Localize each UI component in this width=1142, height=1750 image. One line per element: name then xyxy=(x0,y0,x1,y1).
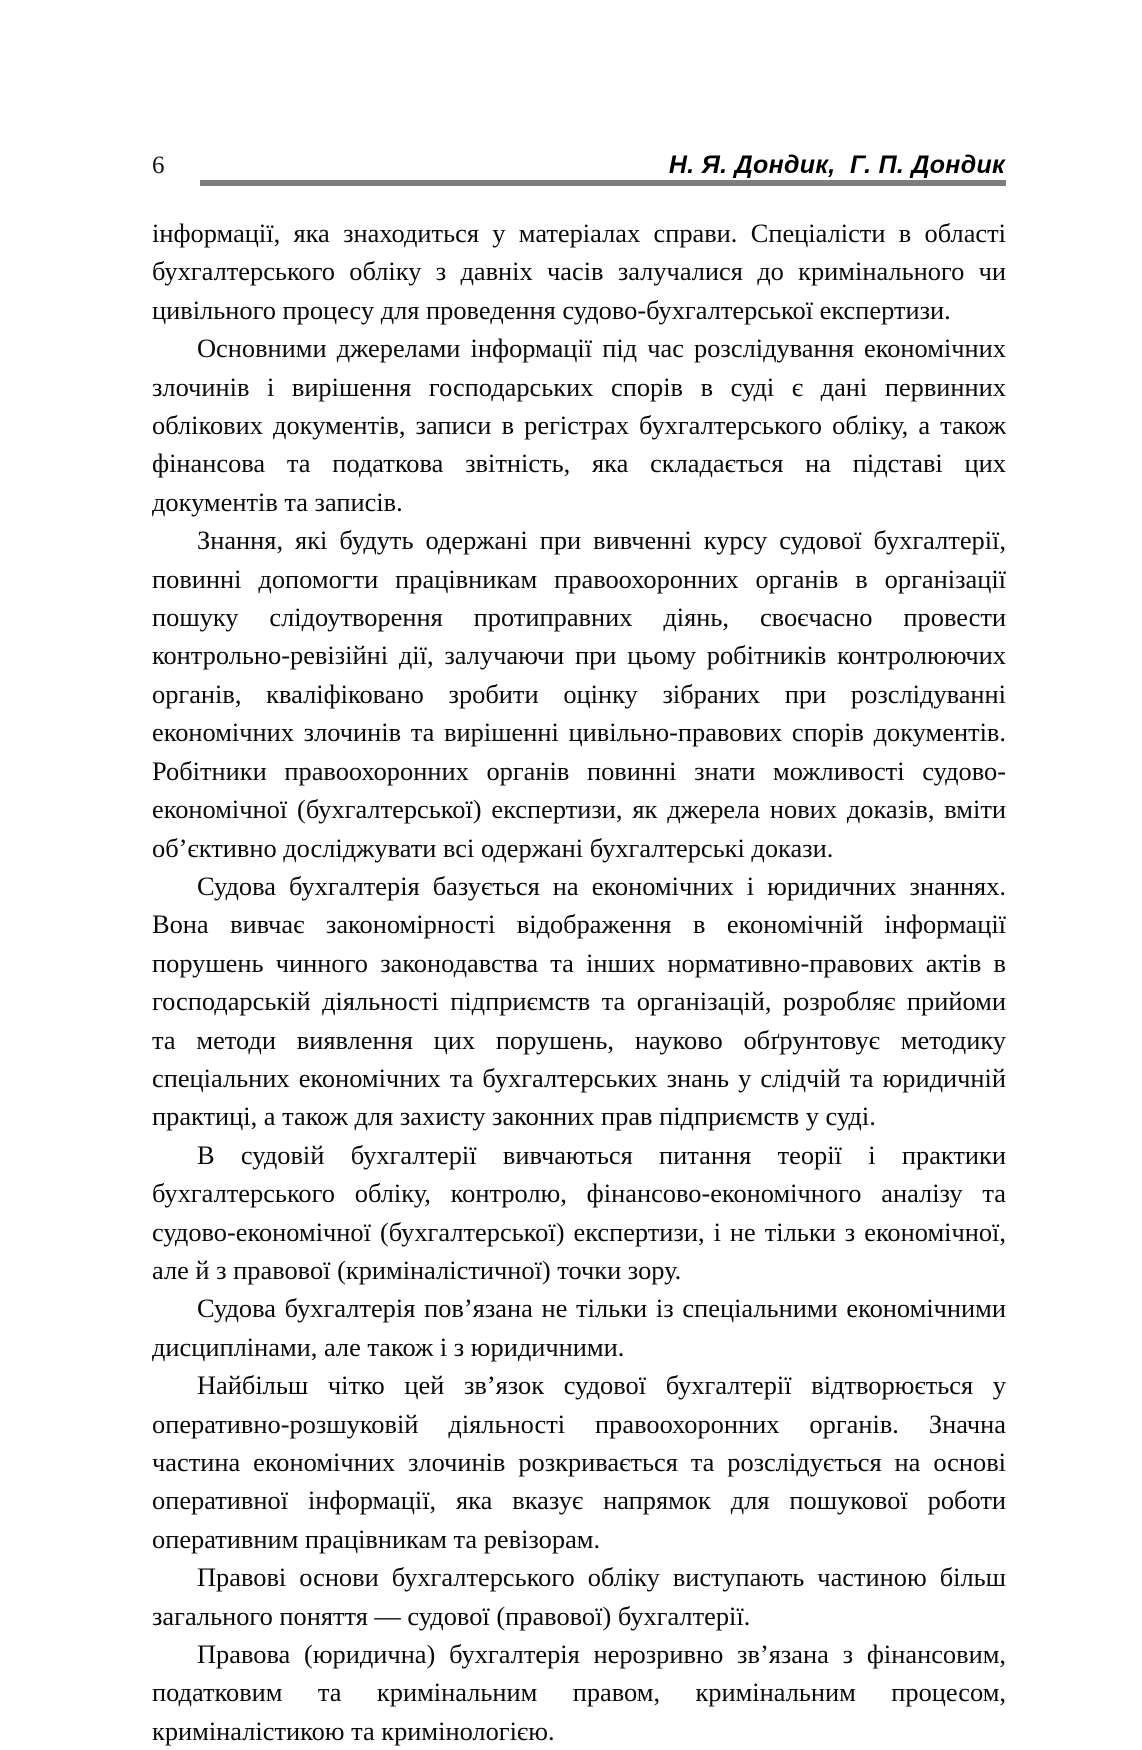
running-header-authors: Н. Я. Дондик, Г. П. Дондик xyxy=(668,151,1005,179)
paragraph: Правова (юридична) бухгалтерія нерозривно зв’язана з фінансовим, податковим та кримінальним правом, кримінальним процесом, криміналістикою та кримінологією. xyxy=(152,1639,1006,1746)
paragraph: інформації, яка знаходиться у матеріалах справи. Спеціалісти в області бухгалтерського обліку з давніх часів залучалися до кримінального чи цивільного процесу для проведення судово-бухгалтерської експертизи. xyxy=(152,218,1006,325)
body-text-column xyxy=(152,214,1006,1750)
running-header xyxy=(152,138,1005,178)
paragraph: Правові основи бухгалтерського обліку виступають частиною більш загального поняття — судової (правової) бухгалтерії. xyxy=(152,1562,1006,1631)
paragraph: В судовій бухгалтерії вивчаються питання теорії і практики бухгалтерського обліку, контролю, фінансово-економічного аналізу та судово-економічної (бухгалтерської) експертизи, і не тільки з економічної, але й з правової (криміналістичної) точки зору. xyxy=(152,1139,1006,1285)
paragraph: Знання, які будуть одержані при вивченні курсу судової бухгалтерії, повинні допомогти працівникам правоохоронних органів в організації пошуку слідоутворення протиправних діянь, своєчасно провести контрольно-ревізійні дії, залучаючи при цьому робітників контролюючих органів, кваліфіковано зробити оцінку зібраних при розслідуванні економічних злочинів та вирішенні цивільно-правових спорів документів. Робітники правоохоронних органів повинні знати можливості судово-економічної (бухгалтерської) експертизи, як джерела нових доказів, вміти об’єктивно досліджувати всі одержані бухгалтерські докази. xyxy=(152,525,1006,863)
paragraph: Основними джерелами інформації під час розслідування економічних злочинів і вирішення господарських спорів в суді є дані первинних облікових документів, записи в регістрах бухгалтерського обліку, а також фінансова та податкова звітність, яка складається на підставі цих документів та записів. xyxy=(152,333,1006,517)
paragraph: Судова бухгалтерія пов’язана не тільки із спеціальними економічними дисциплінами, але також і з юридичними. xyxy=(152,1293,1006,1362)
header-divider-rule xyxy=(200,180,1006,186)
paragraph: Судова бухгалтерія базується на економічних і юридичних знаннях. Вона вивчає закономірності відображення в економічній інформації порушень чинного законодавства та інших нормативно-правових актів в господарській діяльності підприємств та організацій, розробляє прийоми та методи виявлення цих порушень, науково обґрунтовує методику спеціальних економічних та бухгалтерських знань у слідчій та юридичній практиці, а також для захисту законних прав підприємств у суді. xyxy=(152,870,1006,1132)
paragraph: Найбільш чітко цей зв’язок судової бухгалтерії відтворюється у оперативно-розшуковій діяльності правоохоронних органів. Значна частина економічних злочинів розкривається та розслідується на основі оперативної інформації, яка вказує напрямок для пошукової роботи оперативним працівникам та ревізорам. xyxy=(152,1370,1006,1554)
page-number: 6 xyxy=(152,152,165,179)
